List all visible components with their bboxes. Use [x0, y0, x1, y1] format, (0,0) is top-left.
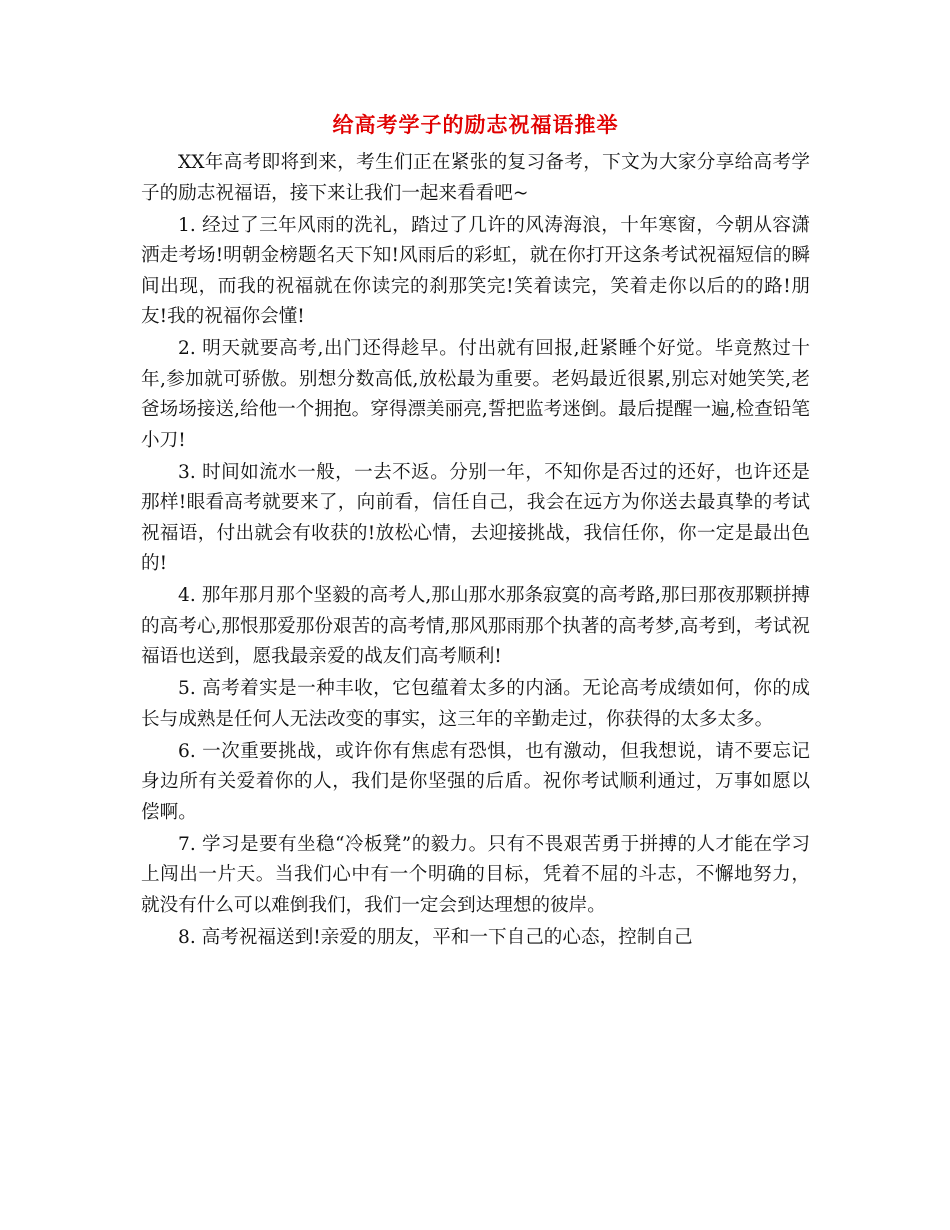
wish-paragraph-8: 8. 高考祝福送到!亲爱的朋友，平和一下自己的心态，控制自己 — [178, 926, 693, 948]
wish-paragraph-7: 7. 学习是要有坐稳“冷板凳”的毅力。只有不畏艰苦勇于拼搏的人才能在学习上闯出一片天。当我们心中有一个明确的目标，凭着不屈的斗志，不懈地努力，就没有什么可以难倒我们，我们一定会到达理想的彼岸。 — [141, 833, 810, 916]
wish-paragraph-3: 3. 时间如流水一般，一去不返。分别一年，不知你是否过的还好，也许还是那样!眼看高考就要来了，向前看，信任自己，我会在远方为你送去最真挚的考试祝福语，付出就会有收获的!放松心情，去迎接挑战，我信任你，你一定是最出色的! — [141, 461, 810, 574]
document-title: 给高考学子的励志祝福语推举 — [332, 112, 619, 137]
wish-paragraph-5: 5. 高考着实是一种丰收，它包蕴着太多的内涵。无论高考成绩如何，你的成长与成熟是任何人无法改变的事实，这三年的辛勤走过，你获得的太多太多。 — [141, 678, 810, 730]
intro-paragraph: XX年高考即将到来，考生们正在紧张的复习备考，下文为大家分享给高考学子的励志祝福语，接下来让我们一起来看看吧~ — [141, 152, 810, 204]
wish-paragraph-6: 6. 一次重要挑战，或许你有焦虑有恐惧，也有激动，但我想说，请不要忘记身边所有关爱着你的人，我们是你坚强的后盾。祝你考试顺利通过，万事如愿以偿啊。 — [141, 740, 810, 823]
wish-paragraph-2: 2. 明天就要高考,出门还得趁早。付出就有回报,赶紧睡个好觉。毕竟熬过十年,参加就可骄傲。别想分数高低,放松最为重要。老妈最近很累,别忘对她笑笑,老爸场场接送,给他一个拥抱。穿得漂美丽亮,誓把监考迷倒。最后提醒一遍,检查铅笔小刀! — [141, 338, 810, 451]
wish-paragraph-1: 1. 经过了三年风雨的洗礼，踏过了几许的风涛海浪，十年寒窗，今朝从容潇洒走考场!明朝金榜题名天下知!风雨后的彩虹，就在你打开这条考试祝福短信的瞬间出现，而我的祝福就在你读完的刹那笑完!笑着读完，笑着走你以后的的路!朋友!我的祝福你会懂! — [141, 214, 810, 327]
wish-paragraph-4: 4. 那年那月那个坚毅的高考人,那山那水那条寂寞的高考路,那曰那夜那颗拼搏的高考心,那恨那爱那份艰苦的高考情,那风那雨那个执著的高考梦,高考到，考试祝福语也送到，愿我最亲爱的战友们高考顺利! — [141, 585, 810, 667]
